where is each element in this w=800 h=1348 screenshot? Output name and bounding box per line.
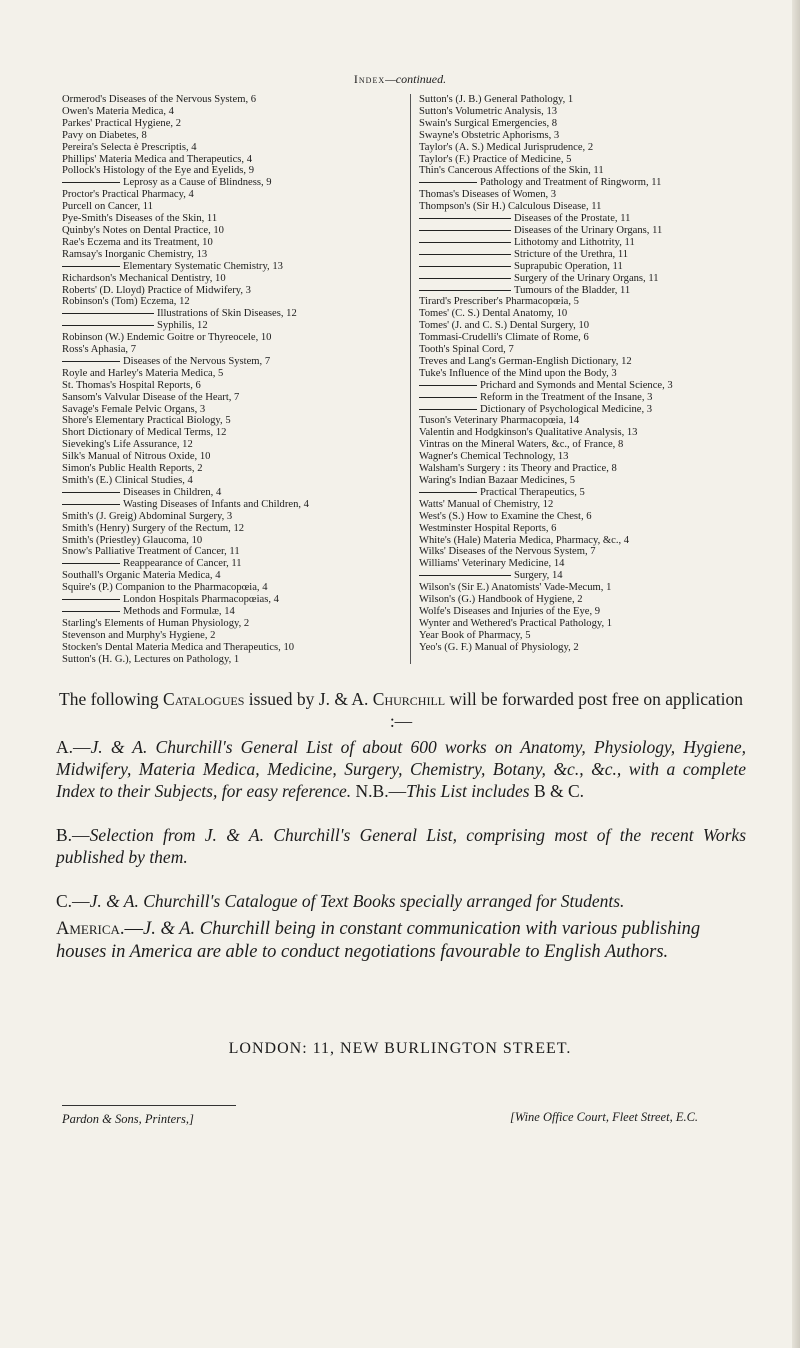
catalogue-letter: C.— [56, 891, 90, 911]
index-entry [419, 142, 764, 154]
index-entry-text: Simon's Public Health Reports, 2 [62, 463, 203, 475]
index-entry-text: Smith's (Priestley) Glaucoma, 10 [62, 534, 203, 546]
index-entry [62, 415, 410, 427]
index-entry-text: Taylor's (A. S.) Medical Jurisprudence, 2 [419, 141, 594, 153]
index-entry-text: Sutton's (J. B.) General Pathology, 1 [419, 94, 574, 105]
ditto-dash [62, 313, 154, 314]
index-entry [419, 320, 764, 332]
index-entry-text: Westminster Hospital Reports, 6 [419, 522, 557, 534]
index-entry [62, 392, 410, 404]
index-entry [419, 451, 764, 463]
index-entry-text: Tirard's Prescriber's Pharmacopœia, 5 [419, 296, 579, 308]
ditto-dash [419, 492, 477, 493]
index-entry-text: Robinson (W.) Endemic Goitre or Thyreocele, 10 [62, 332, 272, 344]
index-entry [62, 606, 410, 618]
index-entry-text: Squire's (P.) Companion to the Pharmacopœia, 4 [62, 582, 268, 594]
index-entry-text: Elementary Systematic Chemistry, 13 [123, 260, 283, 272]
index-entry-text: Savage's Female Pelvic Organs, 3 [62, 403, 206, 415]
index-entry [419, 642, 764, 654]
intro-catalogues: Catalogues [163, 689, 245, 709]
index-entry-text: Diseases of the Prostate, 11 [514, 213, 631, 225]
index-entry-text: Williams' Veterinary Medicine, 14 [419, 558, 565, 570]
index-entry-text: Ormerod's Diseases of the Nervous System, 6 [62, 94, 257, 105]
index-entry-text: Lithotomy and Lithotrity, 11 [514, 236, 635, 248]
index-entry-text: Stevenson and Murphy's Hygiene, 2 [62, 629, 216, 641]
index-entry [419, 154, 764, 166]
index-entry [419, 356, 764, 368]
index-entry-text: Royle and Harley's Materia Medica, 5 [62, 367, 224, 379]
index-entry-text: Pye-Smith's Diseases of the Skin, 11 [62, 213, 218, 225]
index-entry [419, 225, 764, 237]
index-entry-text: Tommasi-Crudelli's Climate of Rome, 6 [419, 332, 589, 344]
intro-issued-by: issued by J. & A. [248, 689, 369, 709]
index-entry [419, 177, 764, 189]
index-entry [419, 415, 764, 427]
index-entry [419, 201, 764, 213]
index-entry [419, 165, 764, 177]
index-entry [419, 523, 764, 535]
index-entry [419, 618, 764, 630]
index-column-right [419, 94, 764, 654]
index-entry-text: Pereira's Selecta è Prescriptis, 4 [62, 141, 197, 153]
index-entry [419, 427, 764, 439]
index-entry [419, 332, 764, 344]
index-entry [62, 582, 410, 594]
index-entry [419, 487, 764, 499]
index-entry-text: Diseases of the Urinary Organs, 11 [514, 224, 663, 236]
catalogue-text: J. & A. Churchill's Catalogue of Text Books specially arranged for Students. [89, 891, 625, 911]
index-entry-text: Roberts' (D. Lloyd) Practice of Midwifery, 3 [62, 284, 251, 296]
index-entry [419, 511, 764, 523]
index-entry-text: Reform in the Treatment of the Insane, 3 [480, 391, 653, 403]
index-entry-text: Vintras on the Mineral Waters, &c., of France, 8 [419, 439, 624, 451]
index-entry [419, 130, 764, 142]
index-entry [419, 630, 764, 642]
index-entry [419, 94, 764, 106]
index-entry-text: Tuke's Influence of the Mind upon the Body, 3 [419, 367, 617, 379]
index-entry-text: Smith's (E.) Clinical Studies, 4 [62, 475, 193, 486]
index-entry-text: Yeo's (G. F.) Manual of Physiology, 2 [419, 641, 579, 653]
index-entry-text: Watts' Manual of Chemistry, 12 [419, 498, 554, 510]
index-entry [62, 296, 410, 308]
index-entry [419, 308, 764, 320]
america-label: America.— [56, 919, 144, 939]
index-entry-text: Ramsay's Inorganic Chemistry, 13 [62, 248, 208, 260]
index-entry-text: Prichard and Symonds and Mental Science, 3 [480, 379, 673, 391]
index-entry [419, 237, 764, 249]
index-entry [419, 606, 764, 618]
index-entry [62, 261, 410, 273]
index-entry-text: Richardson's Mechanical Dentistry, 10 [62, 272, 226, 284]
index-entry-text: Shore's Elementary Practical Biology, 5 [62, 415, 231, 427]
index-entry-text: Tuson's Veterinary Pharmacopœia, 14 [419, 415, 580, 427]
index-entry [419, 392, 764, 404]
index-entry [62, 273, 410, 285]
index-entry [62, 546, 410, 558]
catalogue-nb-label: N.B.— [355, 781, 407, 801]
index-entry [419, 285, 764, 297]
index-entry [419, 296, 764, 308]
index-entry-text: Tomes' (C. S.) Dental Anatomy, 10 [419, 308, 568, 320]
index-entry [62, 201, 410, 213]
index-entry-text: Thin's Cancerous Affections of the Skin, 11 [419, 165, 604, 177]
index-entry-text: Proctor's Practical Pharmacy, 4 [62, 189, 194, 201]
index-entry [419, 475, 764, 487]
index-entry-text: Wilson's (G.) Handbook of Hygiene, 2 [419, 594, 583, 606]
index-entry [419, 463, 764, 475]
printers-office: [Wine Office Court, Fleet Street, E.C. [510, 1110, 699, 1124]
index-entry-text: Thompson's (Sir H.) Calculous Disease, 11 [419, 201, 602, 213]
index-entry-text: Surgery of the Urinary Organs, 11 [514, 272, 659, 284]
index-entry-text: Wilks' Diseases of the Nervous System, 7 [419, 546, 596, 558]
catalogue-nb-end: B & C. [533, 781, 585, 801]
catalogue-item-b [56, 824, 746, 868]
index-entry-text: Starling's Elements of Human Physiology, 2 [62, 617, 250, 629]
index-entry [419, 213, 764, 225]
index-column-left [62, 94, 410, 666]
catalogue-text: J. & A. Churchill's General List of about 600 works on Anatomy, Physiology, Hygiene, Midwifery, Materia Medica, Medicine, Surgery, Chemistry, Botany, &c., &c., with a complete Index to their Subjects, for easy reference. [56, 737, 746, 801]
intro-text: The following [59, 689, 159, 709]
index-entry-text: Reappearance of Cancer, 11 [123, 558, 242, 570]
publisher-address: LONDON: 11, NEW BURLINGTON STREET. [228, 1040, 572, 1057]
index-entry [62, 94, 410, 106]
index-entry [62, 154, 410, 166]
index-entry-text: St. Thomas's Hospital Reports, 6 [62, 379, 201, 391]
index-entry-text: Wagner's Chemical Technology, 13 [419, 451, 569, 463]
ditto-dash [62, 182, 120, 183]
column-divider [410, 94, 411, 664]
index-entry-text: Practical Therapeutics, 5 [480, 486, 585, 498]
index-entry-text: Syphilis, 12 [157, 320, 208, 332]
index-entry-text: Short Dictionary of Medical Terms, 12 [62, 427, 227, 439]
index-entry-text: Dictionary of Psychological Medicine, 3 [480, 403, 653, 415]
index-entry [62, 594, 410, 606]
index-entry [419, 499, 764, 511]
ditto-dash [419, 290, 511, 291]
index-entry-text: Illustrations of Skin Diseases, 12 [157, 308, 297, 320]
catalogues-intro [56, 688, 746, 732]
ditto-dash [419, 575, 511, 576]
america-text: J. & A. Churchill being in constant communication with various publishing houses in America are able to conduct negotiations favourable to English Authors. [56, 919, 701, 962]
index-entry-text: Purcell on Cancer, 11 [62, 201, 153, 213]
index-entry-text: Leprosy as a Cause of Blindness, 9 [123, 177, 272, 189]
index-entry [62, 177, 410, 189]
ditto-dash [62, 611, 120, 612]
catalogues-section [56, 688, 746, 934]
catalogue-letter: B.— [56, 825, 90, 845]
index-entry [62, 118, 410, 130]
index-entry-text: Taylor's (F.) Practice of Medicine, 5 [419, 153, 572, 165]
index-entry-text: Surgery, 14 [514, 570, 563, 582]
catalogue-item-c [56, 890, 746, 912]
index-entry [419, 368, 764, 380]
index-entry-text: Thomas's Diseases of Women, 3 [419, 189, 557, 201]
index-entry [62, 451, 410, 463]
index-entry [62, 189, 410, 201]
index-entry [62, 213, 410, 225]
index-entry [62, 511, 410, 523]
index-entry-text: Sansom's Valvular Disease of the Heart, 7 [62, 391, 240, 403]
ditto-dash [62, 325, 154, 326]
index-entry-text: Wynter and Wethered's Practical Pathology, 1 [419, 617, 613, 629]
index-entry [419, 249, 764, 261]
index-entry-text: Owen's Materia Medica, 4 [62, 105, 174, 117]
index-entry-text: Stocken's Dental Materia Medica and Therapeutics, 10 [62, 641, 295, 653]
index-entry [62, 439, 410, 451]
index-entry [62, 618, 410, 630]
index-entry [62, 463, 410, 475]
index-entry [62, 356, 410, 368]
ditto-dash [419, 218, 511, 219]
index-entry-text: West's (S.) How to Examine the Chest, 6 [419, 510, 592, 522]
index-entry [419, 106, 764, 118]
index-entry-text: Tomes' (J. and C. S.) Dental Surgery, 10 [419, 320, 590, 332]
index-entry [62, 142, 410, 154]
catalogue-nb-text: This List includes [406, 781, 530, 801]
index-entry-text: Swain's Surgical Emergencies, 8 [419, 117, 558, 129]
index-entry-text: Phillips' Materia Medica and Therapeutics, 4 [62, 153, 252, 165]
ditto-dash [419, 254, 511, 255]
index-entry-text: Suprapubic Operation, 11 [514, 260, 623, 272]
index-entry-text: Southall's Organic Materia Medica, 4 [62, 570, 221, 582]
index-entry [419, 439, 764, 451]
index-entry [419, 404, 764, 416]
ditto-dash [62, 563, 120, 564]
ditto-dash [419, 230, 511, 231]
index-entry-text: Ross's Aphasia, 7 [62, 344, 137, 356]
ditto-dash [419, 266, 511, 267]
index-entry-text: Valentin and Hodgkinson's Qualitative Analysis, 13 [419, 427, 638, 439]
index-entry [419, 535, 764, 547]
index-entry-text: Parkes' Practical Hygiene, 2 [62, 117, 181, 129]
page-edge [792, 0, 800, 1348]
index-entry-text: Stricture of the Urethra, 11 [514, 248, 629, 260]
header-continued: —continued. [385, 72, 447, 86]
index-entry-text: Swayne's Obstetric Aphorisms, 3 [419, 129, 560, 141]
index-entry-text: Diseases of the Nervous System, 7 [123, 355, 271, 367]
index-entry [419, 546, 764, 558]
index-entry-text: Snow's Palliative Treatment of Cancer, 11 [62, 546, 240, 558]
index-entry [419, 582, 764, 594]
index-entry [62, 165, 410, 177]
index-entry [419, 570, 764, 582]
index-entry-text: Smith's (Henry) Surgery of the Rectum, 12 [62, 522, 245, 534]
index-entry [62, 225, 410, 237]
index-entry-text: Wilson's (Sir E.) Anatomists' Vade-Mecum, 1 [419, 582, 612, 594]
index-entry-text: Waring's Indian Bazaar Medicines, 5 [419, 475, 576, 486]
america-notice [56, 918, 746, 964]
index-entry-text: Wasting Diseases of Infants and Children, 4 [123, 498, 309, 510]
index-entry [62, 237, 410, 249]
index-entry [62, 404, 410, 416]
index-entry [62, 344, 410, 356]
ditto-dash [419, 182, 477, 183]
index-entry [62, 332, 410, 344]
index-entry-text: Rae's Eczema and its Treatment, 10 [62, 236, 213, 248]
index-entry-text: Diseases in Children, 4 [123, 486, 222, 498]
ditto-dash [62, 492, 120, 493]
ditto-dash [419, 397, 477, 398]
catalogue-item-a [56, 736, 746, 802]
index-entry [419, 118, 764, 130]
ditto-dash [62, 266, 120, 267]
index-entry [62, 642, 410, 654]
index-entry [62, 654, 410, 666]
index-entry [419, 558, 764, 570]
index-entry-text: Quinby's Notes on Dental Practice, 10 [62, 224, 224, 236]
index-entry [419, 273, 764, 285]
ditto-dash [419, 278, 511, 279]
catalogue-text: Selection from J. & A. Churchill's General List, comprising most of the recent Works published by them. [56, 825, 746, 867]
index-entry [62, 535, 410, 547]
index-entry [62, 308, 410, 320]
index-entry [62, 570, 410, 582]
index-entry [62, 368, 410, 380]
index-entry [419, 261, 764, 273]
ditto-dash [419, 242, 511, 243]
index-entry [62, 558, 410, 570]
index-entry-text: London Hospitals Pharmacopœias, 4 [123, 594, 279, 606]
index-entry [62, 285, 410, 297]
index-entry-text: Tumours of the Bladder, 11 [514, 284, 631, 296]
index-entry-text: Smith's (J. Greig) Abdominal Surgery, 3 [62, 510, 233, 522]
index-entry [419, 189, 764, 201]
index-entry-text: Treves and Lang's German-English Dictionary, 12 [419, 355, 632, 367]
index-entry [419, 344, 764, 356]
index-entry-text: Wolfe's Diseases and Injuries of the Eye, 9 [419, 605, 601, 617]
printers-imprint: Pardon & Sons, Printers,] [62, 1112, 194, 1126]
ditto-dash [62, 361, 120, 362]
running-header [0, 72, 800, 87]
ditto-dash [419, 409, 477, 410]
index-entry-text: White's (Hale) Materia Medica, Pharmacy, &c., 4 [419, 534, 630, 546]
index-entry-text: Sieveking's Life Assurance, 12 [62, 439, 193, 451]
index-entry-text: Sutton's Volumetric Analysis, 13 [419, 105, 558, 117]
index-entry [62, 106, 410, 118]
index-entry [62, 320, 410, 332]
index-entry-text: Pavy on Diabetes, 8 [62, 129, 147, 141]
index-entry [62, 487, 410, 499]
index-entry [62, 475, 410, 487]
header-index: Index [353, 72, 386, 86]
index-entry-text: Sutton's (H. G.), Lectures on Pathology, 1 [62, 653, 240, 665]
index-entry [62, 380, 410, 392]
index-entry [62, 499, 410, 511]
index-entry-text: Pathology and Treatment of Ringworm, 11 [480, 177, 662, 189]
index-entry [419, 380, 764, 392]
index-entry [62, 523, 410, 535]
index-entry-text: Silk's Manual of Nitrous Oxide, 10 [62, 451, 211, 463]
catalogue-letter: A.— [56, 737, 91, 757]
ditto-dash [62, 504, 120, 505]
index-entry [62, 249, 410, 261]
intro-end: will be forwarded post free on application :— [389, 689, 743, 731]
index-entry [62, 130, 410, 142]
index-entry-text: Robinson's (Tom) Eczema, 12 [62, 296, 190, 308]
ditto-dash [62, 599, 120, 600]
index-entry-text: Walsham's Surgery : its Theory and Practice, 8 [419, 463, 617, 475]
index-entry [62, 630, 410, 642]
index-entry-text: Pollock's Histology of the Eye and Eyelids, 9 [62, 165, 254, 177]
index-entry-text: Tooth's Spinal Cord, 7 [419, 344, 514, 356]
index-entry-text: Year Book of Pharmacy, 5 [419, 629, 531, 641]
index-entry [62, 427, 410, 439]
printers-rule [62, 1105, 236, 1106]
index-entry-text: Methods and Formulæ, 14 [123, 605, 235, 617]
ditto-dash [419, 385, 477, 386]
intro-publisher: Churchill [372, 689, 446, 709]
index-entry [419, 594, 764, 606]
